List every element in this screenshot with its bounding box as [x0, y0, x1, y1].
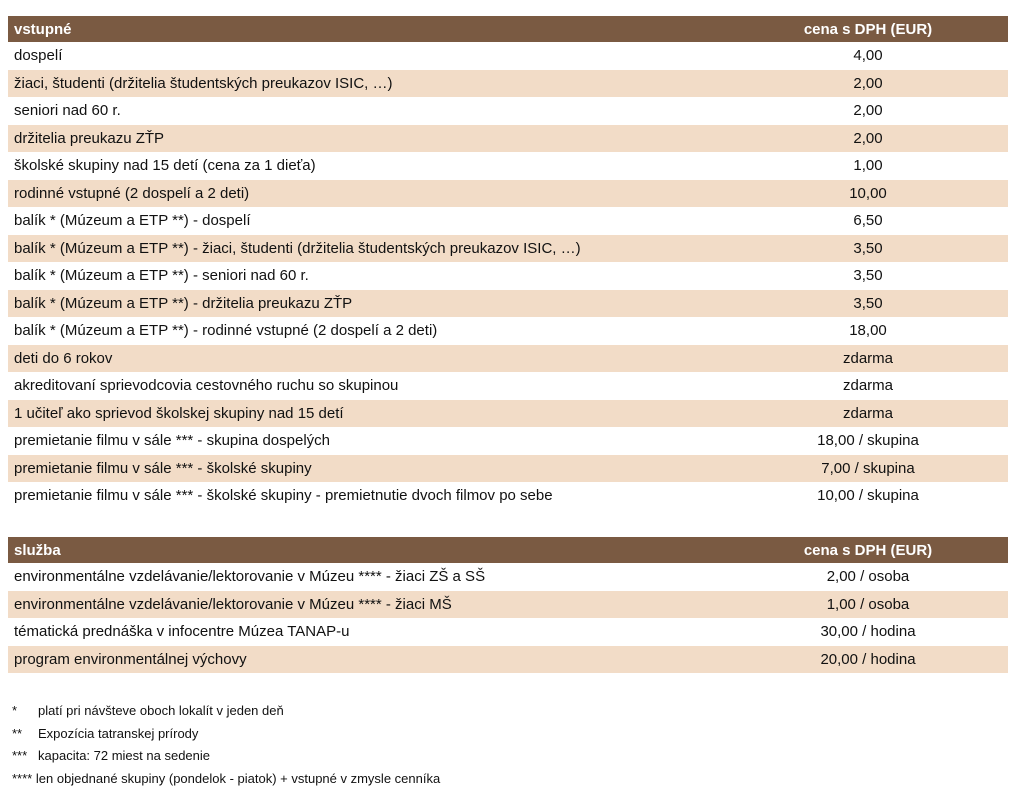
row-price: 3,50 [853, 267, 883, 285]
footnote-mark: **** [12, 770, 33, 786]
row-price: 4,00 [853, 47, 883, 65]
row-price: 18,00 / skupina [817, 432, 919, 450]
table-row [8, 70, 1008, 98]
table-row [8, 262, 1008, 290]
table-row [8, 290, 1008, 318]
row-label: akreditovaní sprievodcovia cestovného ruchu so skupinou [14, 377, 399, 395]
table-row [8, 152, 1008, 180]
row-label: premietanie filmu v sále *** - školské skupiny - premietnutie dvoch filmov po sebe [14, 487, 553, 505]
row-label: tématická prednáška v infocentre Múzea TANAP-u [14, 623, 350, 641]
row-price: 7,00 / skupina [728, 455, 1008, 483]
row-label: držitelia preukazu ZŤP [8, 125, 728, 153]
row-price: 2,00 [853, 102, 883, 120]
row-label: seniori nad 60 r. [14, 102, 121, 120]
row-label: deti do 6 rokov [8, 345, 728, 373]
table-row [8, 563, 1008, 591]
row-label: balík * (Múzeum a ETP **) - rodinné vstupné (2 dospelí a 2 deti) [14, 322, 438, 340]
row-price: 2,00 [728, 70, 1008, 98]
footnote [12, 700, 440, 723]
row-price: zdarma [728, 400, 1008, 428]
table-row [8, 207, 1008, 235]
row-price: 2,00 [728, 125, 1008, 153]
table-row [8, 427, 1008, 455]
footnote [12, 745, 440, 768]
row-price: 3,50 [728, 290, 1008, 318]
row-label: balík * (Múzeum a ETP **) - žiaci, študenti (držitelia študentských preukazov ISIC, …) [8, 235, 728, 263]
entry-price-table [8, 16, 1008, 510]
row-label: žiaci, študenti (držitelia študentských preukazov ISIC, …) [8, 70, 728, 98]
row-price: 1,00 / osoba [728, 591, 1008, 619]
row-price: 30,00 / hodina [820, 623, 916, 641]
footnote-mark: *** [12, 748, 28, 763]
footnote-text: platí pri návšteve oboch lokalít v jeden deň [38, 703, 284, 718]
row-price: 10,00 [728, 180, 1008, 208]
footnote-text: len objednané skupiny (pondelok - piatok) + vstupné v zmysle cenníka [35, 770, 441, 786]
row-price: zdarma [842, 377, 894, 395]
row-label: balík * (Múzeum a ETP **) - dospelí [14, 212, 251, 230]
table-row [8, 646, 1008, 674]
service-price-table [8, 537, 1008, 673]
table-row [8, 180, 1008, 208]
row-label: 1 učiteľ ako sprievod školskej skupiny nad 15 detí [8, 400, 728, 428]
row-price: 1,00 [853, 157, 883, 175]
row-label: balík * (Múzeum a ETP **) - seniori nad 60 r. [14, 267, 309, 285]
table-row [8, 372, 1008, 400]
table-row [8, 42, 1008, 70]
row-price: 10,00 / skupina [817, 487, 919, 505]
table-row [8, 345, 1008, 373]
table-row [8, 125, 1008, 153]
row-label: balík * (Múzeum a ETP **) - držitelia preukazu ZŤP [8, 290, 728, 318]
service-table-header [8, 537, 1008, 563]
table-row [8, 235, 1008, 263]
row-price: 2,00 / osoba [826, 568, 910, 586]
row-label: rodinné vstupné (2 dospelí a 2 deti) [8, 180, 728, 208]
row-label: environmentálne vzdelávanie/lektorovanie v Múzeu **** - žiaci MŠ [8, 591, 728, 619]
table-row [8, 455, 1008, 483]
table-row [8, 400, 1008, 428]
table-row [8, 317, 1008, 345]
footnote-mark: ** [12, 725, 23, 741]
service-header-price: cena s DPH (EUR) [728, 537, 1008, 563]
row-price: 18,00 [849, 322, 887, 340]
row-label: dospelí [14, 47, 63, 65]
footnote-text: Expozícia tatranskej prírody [38, 725, 199, 741]
table-row [8, 618, 1008, 646]
row-label: environmentálne vzdelávanie/lektorovanie v Múzeu **** - žiaci ZŠ a SŠ [14, 568, 486, 586]
table-row [8, 97, 1008, 125]
entry-table-header [8, 16, 1008, 42]
footnote-text: kapacita: 72 miest na sedenie [38, 748, 210, 763]
entry-header-price: cena s DPH (EUR) [728, 16, 1008, 42]
table-row [8, 591, 1008, 619]
row-price: zdarma [728, 345, 1008, 373]
footnote [12, 768, 440, 791]
entry-header-label: vstupné [8, 16, 728, 42]
table-row [8, 482, 1008, 510]
row-label: premietanie filmu v sále *** - skupina dospelých [14, 432, 330, 450]
footnote [12, 723, 440, 746]
row-label: premietanie filmu v sále *** - školské skupiny [8, 455, 728, 483]
row-price: 3,50 [728, 235, 1008, 263]
service-header-label: služba [8, 537, 728, 563]
row-price: 6,50 [853, 212, 883, 230]
row-price: 20,00 / hodina [728, 646, 1008, 674]
row-label: školské skupiny nad 15 detí (cena za 1 dieťa) [14, 157, 316, 175]
footnotes [12, 700, 440, 790]
footnote-mark: * [12, 703, 18, 718]
row-label: program environmentálnej výchovy [8, 646, 728, 674]
